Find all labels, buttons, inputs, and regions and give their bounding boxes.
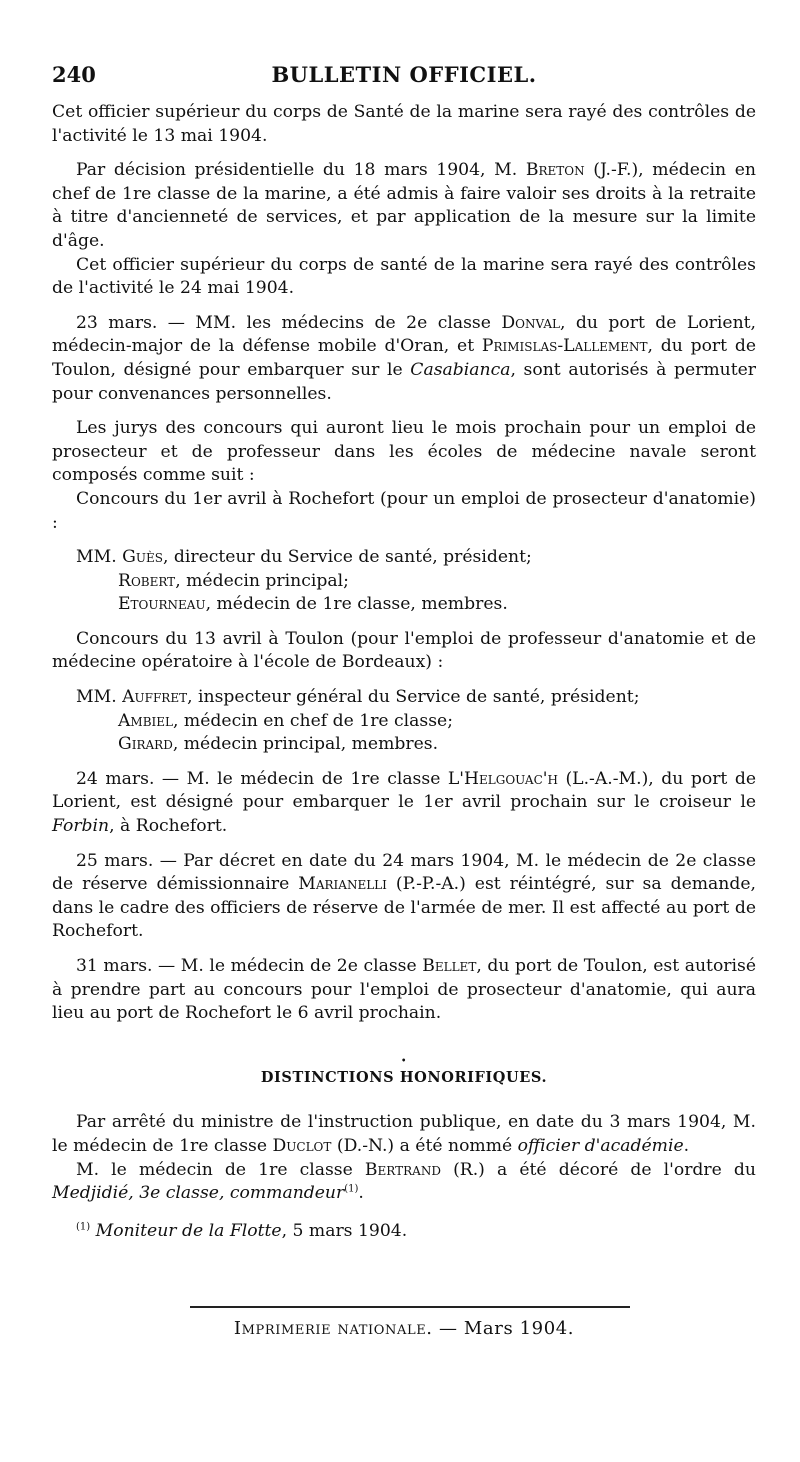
jury-member: Robert, médecin principal; [118,570,349,591]
paragraph-concours-toulon: Concours du 13 avril à Toulon (pour l'emploi de professeur d'anatomie et de médecine opératoire à l'école de Bordeaux) : [52,628,756,673]
person-name: Bertrand [364,1159,441,1180]
person-name: Duclot [272,1135,332,1156]
jury-member: Ambiel, médecin en chef de 1re classe; [118,710,454,731]
ship-name: Casabianca [410,359,511,380]
jury-member: MM. Auffret, inspecteur général du Service de santé, président; [76,687,640,708]
ship-name: Forbin [52,816,110,837]
page-header [52,62,756,90]
paragraph-march-23: 23 mars. — MM. les médecins de 2e classe Donval, du port de Lorient, médecin-major de la défense mobile d'Oran, et Primislas-Lallement, du port de Toulon, désigné pour embarquer sur le Casabianca, sont autorisés à permuter pour convenances personnelles. [52,312,757,404]
jury-rochefort [52,546,756,617]
printer-line: Imprimerie nationale. — Mars 1904. [233,1318,575,1339]
paragraph-bertrand: M. le médecin de 1re classe Bertrand (R.) a été décoré de l'ordre du Medjidié, 3e classe, commandeur$^{(1)}$. [52,1159,756,1204]
paragraph-breton: Par décision présidentielle du 18 mars 1904, M. Breton (J.-F.), médecin en chef de 1re classe de la marine, a été admis à faire valoir ses droits à la retraite à titre d'ancienneté de services, et par application de la mesure sur la limite d'âge. [52,160,756,251]
paragraph-march-31: 31 mars. — M. le médecin de 2e classe Bellet, du port de Toulon, est autorisé à prendre part au concours pour l'emploi de prosecteur d'anatomie, qui aura lieu au port de Rochefort le 6 avril prochain. [52,956,757,1024]
page-number: 240 [52,62,96,87]
person-name: Donval [501,312,560,333]
jury-member: MM. Guès, directeur du Service de santé, président; [76,547,532,568]
page-body [52,101,756,1254]
person-name: Marianelli [298,874,387,895]
person-name: Bellet [422,956,477,976]
person-name: Primislas-Lallement [481,336,648,357]
jury-member: Girard, médecin principal, membres. [118,734,439,755]
jury-toulon [52,686,756,757]
paragraph-juries: Les jurys des concours qui auront lieu le mois prochain pour un emploi de prosecteur et de professeur dans les écoles de médecine navale seront composés comme suit : [52,418,756,486]
paragraph-march-24: 24 mars. — M. le médecin de 1re classe L'Helgouac'h (L.-A.-M.), du port de Lorient, est désigné pour embarquer le 1er avril prochain sur le croiseur le Forbin, à Rochefort. [52,768,756,837]
paragraph-concours-rochefort: Concours du 1er avril à Rochefort (pour un emploi de prosecteur d'anatomie) : [52,488,756,533]
jury-member: Etourneau, médecin de 1re classe, membres. [118,594,508,615]
footnote: $^{(1)}$ Moniteur de la Flotte, 5 mars 1904. [76,1220,408,1241]
footnote-ref: (1) [344,1183,359,1195]
paragraph-retirement-2: Cet officier supérieur du corps de santé de la marine sera rayé des contrôles de l'activité le 24 mai 1904. [52,254,756,299]
paragraph-duclot: Par arrêté du ministre de l'instruction publique, en date du 3 mars 1904, M. le médecin de 1re classe Duclot (D.-N.) a été nommé officier d'académie. [52,1112,756,1156]
paragraph-march-25: 25 mars. — Par décret en date du 24 mars 1904, M. le médecin de 2e classe de réserve démissionnaire Marianelli (P.-P.-A.) est réintégré, sur sa demande, dans le cadre des officiers de réserve de l'armée de mer. Il est affecté au port de Rochefort. [52,850,756,942]
section-title: • DISTINCTIONS HONORIFIQUES. [52,1056,756,1090]
person-name: Breton [525,160,585,181]
paragraph-retirement-1: Cet officier supérieur du corps de Santé de la marine sera rayé des contrôles de l'activité le 13 mai 1904. [52,102,756,146]
honor-title: officier d'académie [517,1135,684,1156]
footer-rule [190,1306,630,1308]
person-name: L'Helgouac'h [447,768,558,789]
honor-order: Medjidié, 3e classe, commandeur [52,1183,345,1204]
running-title: BULLETIN OFFICIEL. [271,62,537,87]
bullet-ornament: • [401,1054,407,1065]
